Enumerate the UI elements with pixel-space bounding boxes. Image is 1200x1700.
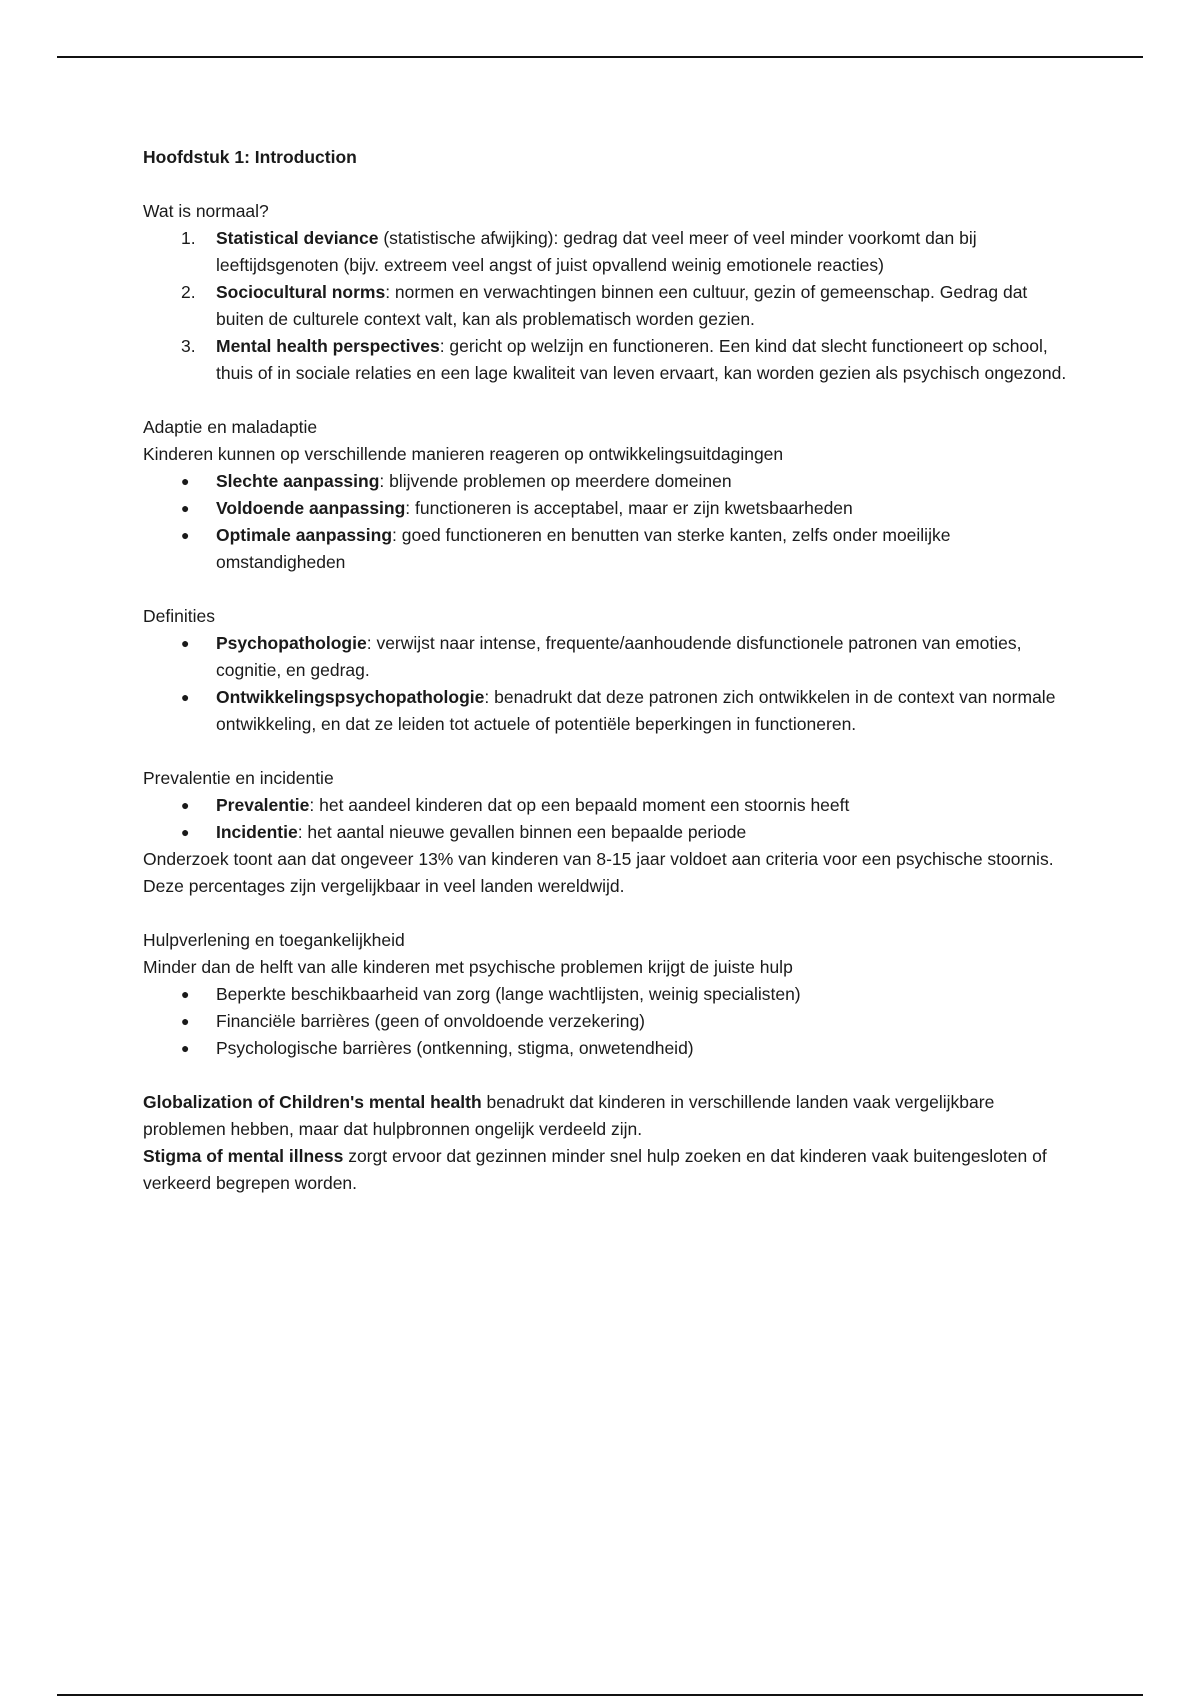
bullet-icon: ● <box>181 635 190 651</box>
term: Stigma of mental illness <box>143 1146 344 1166</box>
term: Globalization of Children's mental health <box>143 1092 482 1112</box>
term: Prevalentie <box>216 795 310 815</box>
term: Mental health perspectives <box>216 336 440 356</box>
bullet-icon: ● <box>181 1040 190 1056</box>
definition: : functioneren is acceptabel, maar er zijn kwetsbaarheden <box>405 498 853 518</box>
header-rule <box>57 56 1143 58</box>
list-item <box>143 333 1073 387</box>
definition: : benadrukt dat deze patronen zich ontwikkelen in de context van normale ontwikkeling, en dat ze leiden tot actuele of potentiële beperkingen in functioneren. <box>216 687 1056 734</box>
list-item-text: Psychologische barrières (ontkenning, stigma, onwetendheid) <box>216 1038 694 1058</box>
bullet-icon: ● <box>181 797 190 813</box>
definition: : verwijst naar intense, frequente/aanhoudende disfunctionele patronen van emoties, cognitie, en gedrag. <box>216 633 1022 680</box>
term: Statistical deviance <box>216 228 379 248</box>
list-item <box>143 819 1073 846</box>
prevalentie-list <box>143 792 1073 846</box>
section-heading-hulp: Hulpverlening en toegankelijkheid <box>143 930 405 950</box>
list-item <box>143 981 1073 1008</box>
definition: : het aandeel kinderen dat op een bepaald moment een stoornis heeft <box>309 795 850 815</box>
bullet-icon: ● <box>181 1013 190 1029</box>
section-intro-adaptie: Kinderen kunnen op verschillende manieren reageren op ontwikkelingsuitdagingen <box>143 444 784 464</box>
hulp-list <box>143 981 1073 1062</box>
document-body <box>143 144 1073 1197</box>
bullet-icon: ● <box>181 689 190 705</box>
term: Slechte aanpassing <box>216 471 380 491</box>
term: Voldoende aanpassing <box>216 498 406 518</box>
list-number: 3. <box>181 336 196 356</box>
definition: (statistische afwijking): gedrag dat veel meer of veel minder voorkomt dan bij leeftijdsgenoten (bijv. extreem veel angst of juist opvallend weinig emotionele reacties) <box>216 228 977 275</box>
section-heading-adaptie: Adaptie en maladaptie <box>143 417 318 437</box>
list-item <box>143 279 1073 333</box>
definition: : het aantal nieuwe gevallen binnen een bepaalde periode <box>297 822 747 842</box>
list-number: 2. <box>181 282 196 302</box>
normaal-list <box>143 225 1073 387</box>
section-heading-prevalentie: Prevalentie en incidentie <box>143 768 334 788</box>
definition: : goed functioneren en benutten van sterke kanten, zelfs onder moeilijke omstandigheden <box>216 525 951 572</box>
paragraph-stigma <box>143 1143 1073 1197</box>
chapter-title: Hoofdstuk 1: Introduction <box>143 147 357 167</box>
definition: zorgt ervoor dat gezinnen minder snel hulp zoeken en dat kinderen vaak buitengesloten of verkeerd begrepen worden. <box>143 1146 1047 1193</box>
bullet-icon: ● <box>181 986 190 1002</box>
term: Sociocultural norms <box>216 282 386 302</box>
bullet-icon: ● <box>181 824 190 840</box>
bullet-icon: ● <box>181 500 190 516</box>
list-item <box>143 1035 1073 1062</box>
adaptie-list <box>143 468 1073 576</box>
list-item-text: Beperkte beschikbaarheid van zorg (lange wachtlijsten, weinig specialisten) <box>216 984 801 1004</box>
definities-list <box>143 630 1073 738</box>
list-item <box>143 468 1073 495</box>
section-intro-hulp: Minder dan de helft van alle kinderen met psychische problemen krijgt de juiste hulp <box>143 957 793 977</box>
list-item <box>143 630 1073 684</box>
bullet-icon: ● <box>181 527 190 543</box>
section-heading-definities: Definities <box>143 606 215 626</box>
list-item-text: Financiële barrières (geen of onvoldoende verzekering) <box>216 1011 645 1031</box>
list-item <box>143 684 1073 738</box>
definition: benadrukt dat kinderen in verschillende landen vaak vergelijkbare problemen hebben, maar dat hulpbronnen ongelijk verdeeld zijn. <box>143 1092 995 1139</box>
bullet-icon: ● <box>181 473 190 489</box>
footer-rule <box>57 1694 1143 1696</box>
list-item <box>143 495 1073 522</box>
section-heading-normaal: Wat is normaal? <box>143 201 269 221</box>
list-item <box>143 792 1073 819</box>
term: Optimale aanpassing <box>216 525 393 545</box>
term: Psychopathologie <box>216 633 367 653</box>
section-outro-prevalentie: Onderzoek toont aan dat ongeveer 13% van kinderen van 8-15 jaar voldoet aan criteria voor een psychische stoornis. Deze percentages zijn vergelijkbaar in veel landen wereldwijd. <box>143 849 1054 896</box>
list-item <box>143 1008 1073 1035</box>
definition: : normen en verwachtingen binnen een cultuur, gezin of gemeenschap. Gedrag dat buiten de culturele context valt, kan als problematisch worden gezien. <box>216 282 1028 329</box>
paragraph-globalization <box>143 1089 1073 1143</box>
definition: : blijvende problemen op meerdere domeinen <box>379 471 732 491</box>
list-item <box>143 225 1073 279</box>
list-number: 1. <box>181 228 196 248</box>
term: Incidentie <box>216 822 298 842</box>
list-item <box>143 522 1073 576</box>
term: Ontwikkelingspsychopathologie <box>216 687 485 707</box>
definition: : gericht op welzijn en functioneren. Een kind dat slecht functioneert op school, thuis of in sociale relaties en een lage kwaliteit van leven ervaart, kan worden gezien als psychisch ongezond. <box>216 336 1067 383</box>
